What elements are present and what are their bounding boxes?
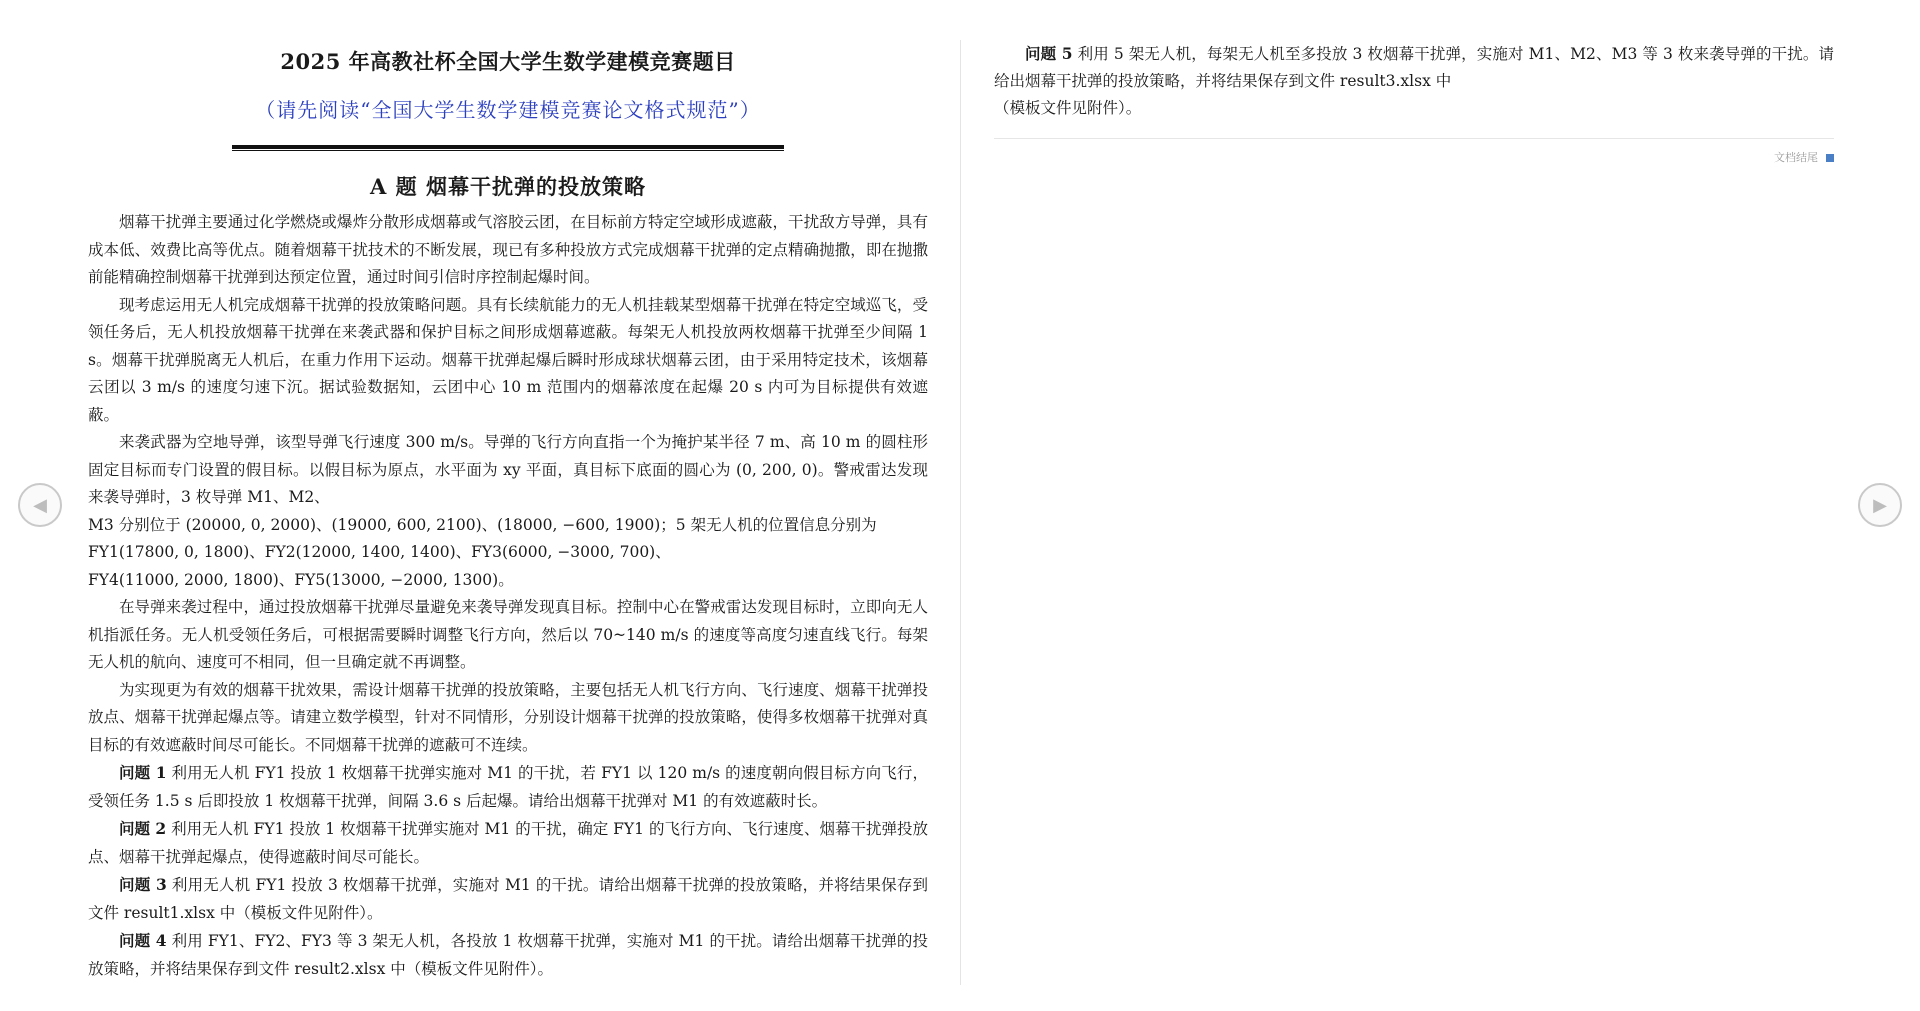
question-2-text: 利用无人机 FY1 投放 1 枚烟幕干扰弹实施对 M1 的干扰，确定 FY1 的飞行方向、飞行速度、烟幕干扰弹投放点、烟幕干扰弹起爆点，使得遮蔽时间尽可能长。 bbox=[88, 820, 929, 866]
question-3-label: 问题 3 bbox=[119, 875, 167, 894]
question-5-label: 问题 5 bbox=[1025, 44, 1073, 63]
document-end-label: 文档结尾 bbox=[1774, 151, 1818, 164]
chevron-left-icon: ◀ bbox=[33, 494, 47, 516]
uav-positions-2: FY4(11000, 2000, 1800)、FY5(13000, −2000, 1300)。 bbox=[88, 570, 514, 589]
question-1 bbox=[88, 759, 928, 815]
question-4-label: 问题 4 bbox=[119, 931, 167, 950]
question-5-text: 利用 5 架无人机，每架无人机至多投放 3 枚烟幕干扰弹，实施对 M1、M2、M3 等 3 枚来袭导弹的干扰。请给出烟幕干扰弹的投放策略，并将结果保存到文件 result3.xlsx 中 bbox=[994, 45, 1834, 90]
page-divider bbox=[960, 40, 961, 985]
title-rule bbox=[232, 145, 784, 151]
next-page-button[interactable] bbox=[1858, 483, 1902, 527]
question-5 bbox=[994, 40, 1834, 95]
question-5-tail: （模板文件见附件）。 bbox=[994, 99, 1142, 117]
question-1-text: 利用无人机 FY1 投放 1 枚烟幕干扰弹实施对 M1 的干扰，若 FY1 以 120 m/s 的速度朝向假目标方向飞行，受领任务 1.5 s 后即投放 1 枚烟幕干扰弹，间隔 3.6 s 后起爆。请给出烟幕干扰弹对 M1 的有效遮蔽时长。 bbox=[88, 764, 928, 810]
question-1-label: 问题 1 bbox=[119, 763, 167, 782]
page-2-body bbox=[994, 40, 1834, 122]
question-3-text: 利用无人机 FY1 投放 3 枚烟幕干扰弹，实施对 M1 的干扰。请给出烟幕干扰弹的投放策略，并将结果保存到文件 result1.xlsx 中（模板文件见附件）。 bbox=[88, 876, 928, 922]
question-4-text: 利用 FY1、FY2、FY3 等 3 架无人机，各投放 1 枚烟幕干扰弹，实施对 M1 的干扰。请给出烟幕干扰弹的投放策略，并将结果保存到文件 result2.xlsx 中（模板文件见附件）。 bbox=[88, 932, 928, 978]
paragraph-goal: 为实现更为有效的烟幕干扰效果，需设计烟幕干扰弹的投放策略，主要包括无人机飞行方向、飞行速度、烟幕干扰弹投放点、烟幕干扰弹起爆点等。请建立数学模型，针对不同情形，分别设计烟幕干扰弹的投放策略，使得多枚烟幕干扰弹对真目标的有效遮蔽时间尽可能长。不同烟幕干扰弹的遮蔽可不连续。 bbox=[88, 680, 928, 754]
question-2-label: 问题 2 bbox=[119, 819, 167, 838]
missile-positions: M3 分别位于 (20000, 0, 2000)、(19000, 600, 2100)、(18000, −600, 1900)；5 架无人机的位置信息分别为 bbox=[88, 515, 877, 534]
question-2 bbox=[88, 815, 928, 871]
question-4 bbox=[88, 927, 928, 983]
paragraph-missile: 来袭武器为空地导弹，该型导弹飞行速度 300 m/s。导弹的飞行方向直指一个为掩护某半径 7 m、高 10 m 的圆柱形固定目标而专门设置的假目标。以假目标为原点，水平面为 xy 平面，真目标下底面的圆心为 (0, 200, 0)。警戒雷达发现来袭导弹时，3 枚导弹 M1、M2、 bbox=[88, 433, 928, 506]
paragraph-process: 在导弹来袭过程中，通过投放烟幕干扰弹尽量避免来袭导弹发现真目标。控制中心在警戒雷达发现目标时，立即向无人机指派任务。无人机受领任务后，可根据需要瞬时调整飞行方向，然后以 70~140 m/s 的速度等高度匀速直线飞行。每架无人机的航向、速度可不相同，但一旦确定就不再调整。 bbox=[88, 598, 928, 671]
uav-positions-1: FY1(17800, 0, 1800)、FY2(12000, 1400, 1400)、FY3(6000, −3000, 700)、 bbox=[88, 543, 671, 561]
document-title: 2025 年高教社杯全国大学生数学建模竞赛题目 bbox=[280, 49, 736, 74]
question-3 bbox=[88, 871, 928, 927]
paragraph-uav: 现考虑运用无人机完成烟幕干扰弹的投放策略问题。具有长续航能力的无人机挂载某型烟幕干扰弹在特定空域巡飞，受领任务后，无人机投放烟幕干扰弹在来袭武器和保护目标之间形成烟幕遮蔽。每架无人机投放两枚烟幕干扰弹至少间隔 1 s。烟幕干扰弹脱离无人机后，在重力作用下运动。烟幕干扰弹起爆后瞬时形成球状烟幕云团，由于采用特定技术，该烟幕云团以 3 m/s 的速度匀速下沉。据试验数据知，云团中心 10 m 范围内的烟幕浓度在起爆 20 s 内可为目标提供有效遮蔽。 bbox=[88, 295, 928, 424]
document-end-indicator bbox=[994, 149, 1834, 165]
previous-page-button[interactable] bbox=[18, 483, 62, 527]
problem-body bbox=[88, 209, 928, 983]
document-end-marker-icon bbox=[1826, 154, 1834, 162]
document-page-1 bbox=[88, 40, 928, 983]
document-subtitle: （请先阅读“全国大学生数学建模竞赛论文格式规范”） bbox=[255, 98, 761, 122]
paragraph-intro: 烟幕干扰弹主要通过化学燃烧或爆炸分散形成烟幕或气溶胶云团，在目标前方特定空域形成遮蔽，干扰敌方导弹，具有成本低、效费比高等优点。随着烟幕干扰技术的不断发展，现已有多种投放方式完成烟幕干扰弹的定点精确抛撒，即在抛撒前能精确控制烟幕干扰弹到达预定位置，通过时间引信时序控制起爆时间。 bbox=[88, 213, 928, 286]
chevron-right-icon: ▶ bbox=[1873, 494, 1887, 516]
document-page-2 bbox=[994, 40, 1834, 165]
problem-title: A 题 烟幕干扰弹的投放策略 bbox=[370, 174, 646, 199]
document-end-rule bbox=[994, 138, 1834, 139]
